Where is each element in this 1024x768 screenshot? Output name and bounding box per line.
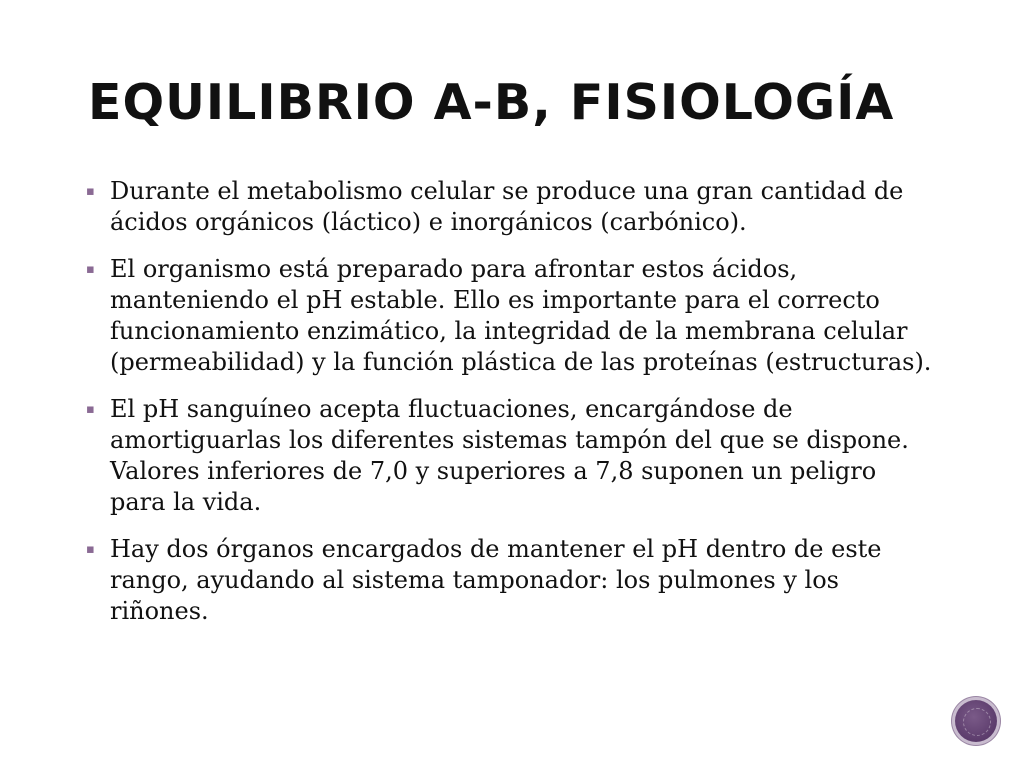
slide-title: EQUILIBRIO A-B, FISIOLOGÍA [88,74,895,131]
bullet-text: Durante el metabolismo celular se produce una gran cantidad de ácidos orgánicos (láctico) e inorgánicos (carbónico). [110,177,904,236]
bullet-item [84,176,934,238]
bullet-text: El pH sanguíneo acepta fluctuaciones, encargándose de amortiguarlas los diferentes sistemas tampón del que se dispone. Valores inferiores de 7,0 y superiores a 7,8 suponen un peligro para la vida. [110,395,909,516]
bullet-item [84,254,934,378]
bullet-square-icon: ▪ [86,184,95,199]
nav-circle-inner-ring [963,708,991,736]
bullet-square-icon: ▪ [86,402,95,417]
bullet-list [84,176,934,643]
slide-nav-circle-icon[interactable] [955,700,997,742]
bullet-text: Hay dos órganos encargados de mantener el pH dentro de este rango, ayudando al sistema tamponador: los pulmones y los riñones. [110,535,882,625]
bullet-item [84,534,934,627]
bullet-square-icon: ▪ [86,262,95,277]
bullet-item [84,394,934,518]
bullet-text: El organismo está preparado para afrontar estos ácidos, manteniendo el pH estable. Ello es importante para el correcto funcionamiento enzimático, la integridad de la membrana celular (permeabilidad) y la función plástica de las proteínas (estructuras). [110,255,932,376]
bullet-square-icon: ▪ [86,542,95,557]
